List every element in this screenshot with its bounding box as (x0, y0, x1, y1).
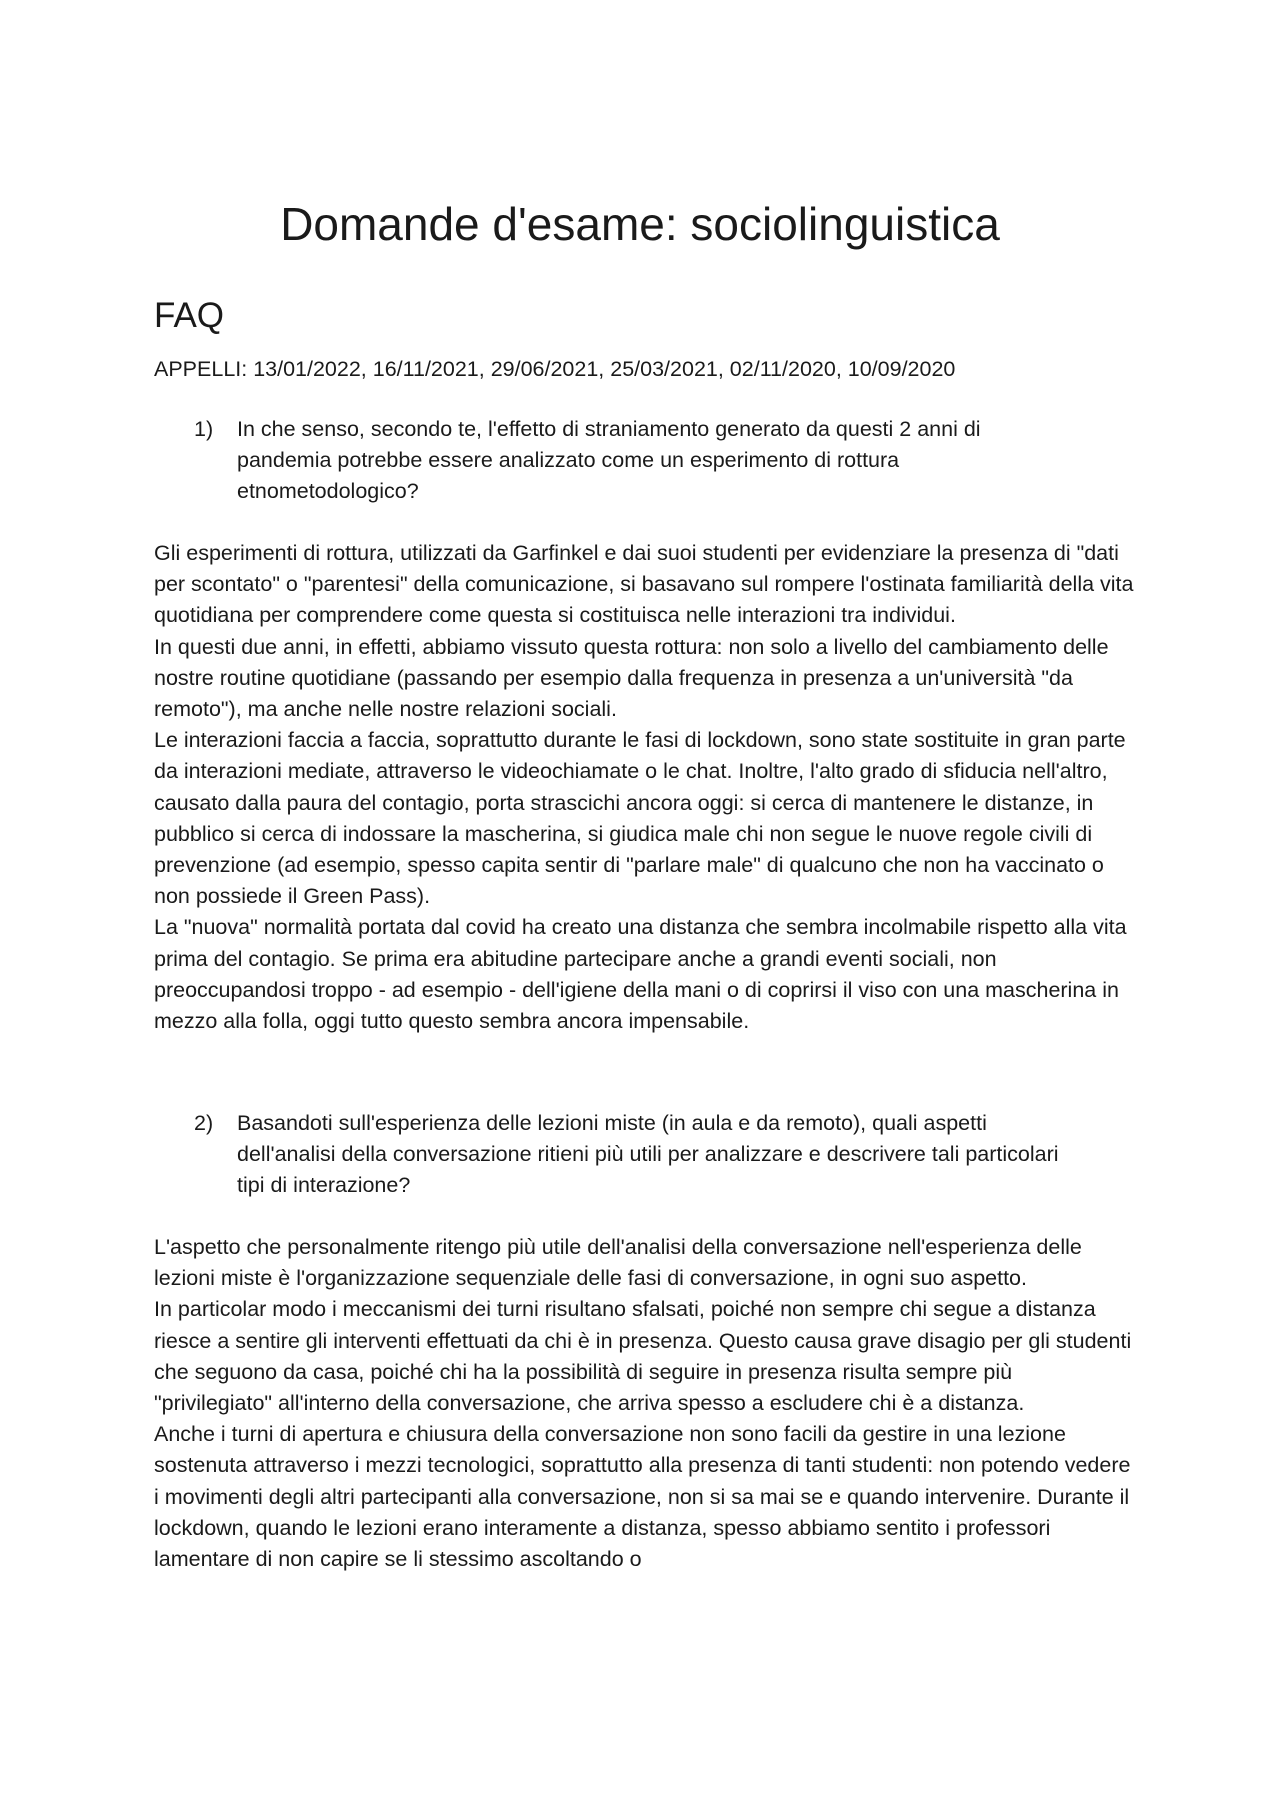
answer-paragraph: L'aspetto che personalmente ritengo più utile dell'analisi della conversazione nell'esperienza delle lezioni miste è l'organizzazione sequenziale delle fasi di conversazione, in ogni suo aspetto. (154, 1235, 1082, 1291)
answer-paragraph: In particolar modo i meccanismi dei turni risultano sfalsati, poiché non sempre chi segue a distanza riesce a sentire gli interventi effettuati da chi è in presenza. Questo causa grave disagio per gli studenti che seguono da casa, poiché chi ha la possibilità di seguire in presenza risulta sempre più "privilegiato" all'interno della conversazione, che arriva spesso a escludere chi è a distanza. (154, 1297, 1132, 1416)
page-title: Domande d'esame: sociolinguistica (280, 198, 1000, 250)
question-text: Basandoti sull'esperienza delle lezioni miste (in aula e da remoto), quali aspetti dell'analisi della conversazione ritieni più utili per analizzare e descrivere tali particolari tipi di interazione? (237, 1111, 1059, 1197)
answer-paragraph: Anche i turni di apertura e chiusura della conversazione non sono facili da gestire in una lezione sostenuta attraverso i mezzi tecnologici, soprattutto alla presenza di tanti studenti: non potendo vedere i movimenti degli altri partecipanti alla conversazione, non si sa mai se e quando intervenire. Durante il lockdown, quando le lezioni erano interamente a distanza, spesso abbiamo sentito i professori lamentare di non capire se li stessimo ascoltando o (154, 1422, 1131, 1572)
question-text: In che senso, secondo te, l'effetto di straniamento generato da questi 2 anni di pandemia potrebbe essere analizzato come un esperimento di rottura etnometodologico? (237, 417, 981, 503)
answer-1 (154, 538, 1134, 1037)
question-number: 2) (194, 1111, 214, 1135)
answer-paragraph: La "nuova" normalità portata dal covid ha creato una distanza che sembra incolmabile rispetto alla vita prima del contagio. Se prima era abitudine partecipare anche a grandi eventi sociali, non preoccupandosi troppo - ad esempio - dell'igiene della mani o di coprirsi il viso con una mascherina in mezzo alla folla, oggi tutto questo sembra ancora impensabile. (154, 915, 1127, 1034)
question-1 (190, 414, 1070, 507)
answer-paragraph: In questi due anni, in effetti, abbiamo vissuto questa rottura: non solo a livello del cambiamento delle nostre routine quotidiane (passando per esempio dalla frequenza in presenza a un'università "da remoto"), ma anche nelle nostre relazioni sociali. (154, 634, 1109, 722)
answer-2 (154, 1232, 1134, 1575)
question-number: 1) (194, 417, 214, 441)
question-2 (190, 1108, 1070, 1201)
appelli-dates: APPELLI: 13/01/2022, 16/11/2021, 29/06/2021, 25/03/2021, 02/11/2020, 10/09/2020 (154, 357, 956, 381)
answer-paragraph: Le interazioni faccia a faccia, soprattutto durante le fasi di lockdown, sono state sostituite in gran parte da interazioni mediate, attraverso le videochiamate o le chat. Inoltre, l'alto grado di sfiducia nell'altro, causato dalla paura del contagio, porta strascichi ancora oggi: si cerca di mantenere le distanze, in pubblico si cerca di indossare la mascherina, si giudica male chi non segue le nuove regole civili di prevenzione (ad esempio, spesso capita sentir di "parlare male" di qualcuno che non ha vaccinato o non possiede il Green Pass). (154, 728, 1126, 909)
answer-paragraph: Gli esperimenti di rottura, utilizzati da Garfinkel e dai suoi studenti per evidenziare la presenza di "dati per scontato" o "parentesi" della comunicazione, si basavano sul rompere l'ostinata familiarità della vita quotidiana per comprendere come questa si costituisca nelle interazioni tra individui. (154, 541, 1134, 628)
section-heading: FAQ (154, 296, 225, 335)
